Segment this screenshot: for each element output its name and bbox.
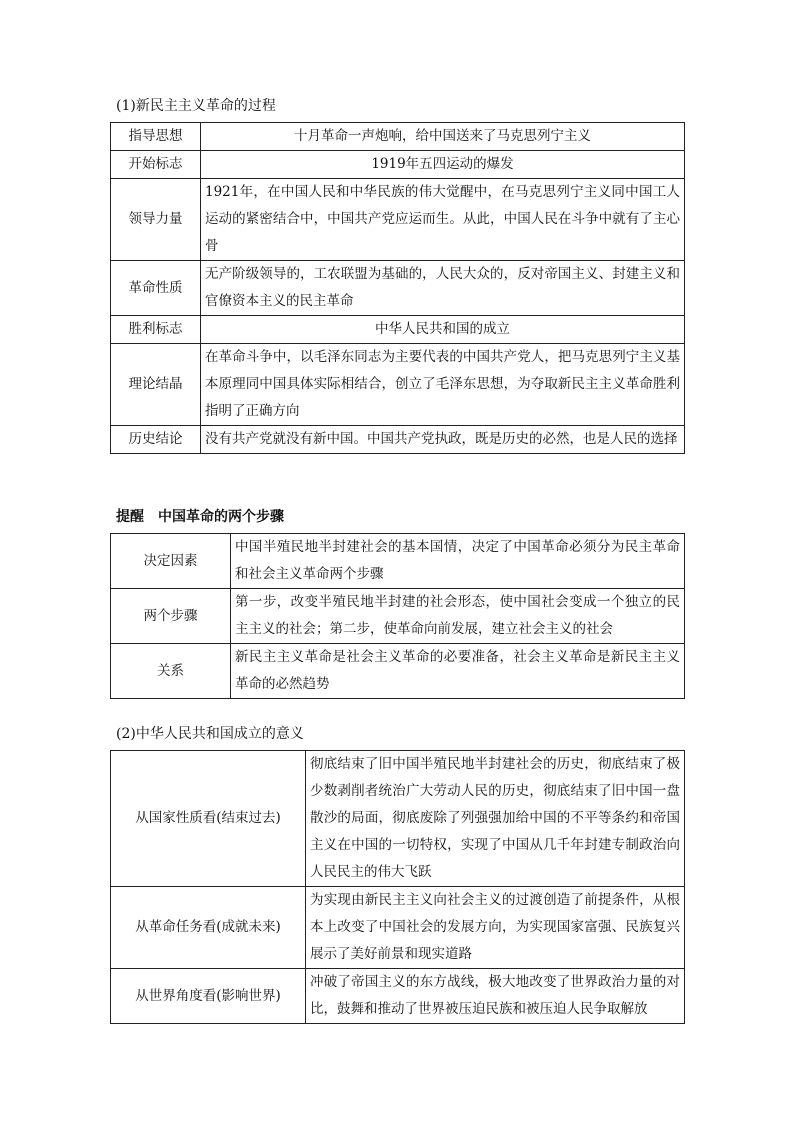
table-row bbox=[111, 534, 685, 589]
row-label: 领导力量 bbox=[111, 179, 201, 261]
row-label: 关系 bbox=[111, 644, 231, 699]
row-content: 为实现由新民主主义向社会主义的过渡创造了前提条件，从根本上改变了中国社会的发展方向，为实现国家富强、民族复兴展示了美好前景和现实道路 bbox=[306, 887, 685, 969]
row-content: 1919年五四运动的爆发 bbox=[201, 151, 685, 179]
row-content: 1921年，在中国人民和中华民族的伟大觉醒中，在马克思列宁主义同中国工人运动的紧密结合中，中国共产党应运而生。从此，中国人民在斗争中就有了主心骨 bbox=[201, 179, 685, 261]
section-heading-revolution-process: (1)新民主主义革命的过程 bbox=[116, 98, 276, 114]
row-label: 从革命任务看(成就未来) bbox=[111, 887, 306, 969]
revolution-process-table bbox=[110, 122, 685, 454]
reminder-tag: 提醒 bbox=[116, 509, 144, 525]
table-row bbox=[111, 589, 685, 644]
table-row bbox=[111, 179, 685, 261]
table-row bbox=[111, 151, 685, 179]
row-content: 中华人民共和国的成立 bbox=[201, 316, 685, 344]
row-content: 十月革命一声炮响，给中国送来了马克思列宁主义 bbox=[201, 123, 685, 151]
row-label: 开始标志 bbox=[111, 151, 201, 179]
row-label: 历史结论 bbox=[111, 426, 201, 454]
table-row bbox=[111, 644, 685, 699]
table-row bbox=[111, 261, 685, 316]
row-content: 中国半殖民地半封建社会的基本国情，决定了中国革命必须分为民主革命和社会主义革命两个步骤 bbox=[231, 534, 685, 589]
row-content: 在革命斗争中，以毛泽东同志为主要代表的中国共产党人，把马克思列宁主义基本原理同中国具体实际相结合，创立了毛泽东思想，为夺取新民主主义革命胜利指明了正确方向 bbox=[201, 344, 685, 426]
reminder-title: 中国革命的两个步骤 bbox=[158, 509, 284, 525]
row-label: 指导思想 bbox=[111, 123, 201, 151]
row-content: 第一步，改变半殖民地半封建的社会形态，使中国社会变成一个独立的民主主义的社会；第二步，使革命向前发展，建立社会主义的社会 bbox=[231, 589, 685, 644]
table-row bbox=[111, 123, 685, 151]
row-label: 从国家性质看(结束过去) bbox=[111, 751, 306, 887]
row-label: 胜利标志 bbox=[111, 316, 201, 344]
table-row bbox=[111, 969, 685, 1024]
two-steps-table bbox=[110, 533, 685, 699]
table-row bbox=[111, 344, 685, 426]
section-heading-prc-significance: (2)中华人民共和国成立的意义 bbox=[116, 726, 304, 742]
row-content: 彻底结束了旧中国半殖民地半封建社会的历史，彻底结束了极少数剥削者统治广大劳动人民的历史，彻底结束了旧中国一盘散沙的局面，彻底废除了列强强加给中国的不平等条约和帝国主义在中国的一切特权，实现了中国从几千年封建专制政治向人民民主的伟大飞跃 bbox=[306, 751, 685, 887]
row-label: 理论结晶 bbox=[111, 344, 201, 426]
row-content: 冲破了帝国主义的东方战线，极大地改变了世界政治力量的对比，鼓舞和推动了世界被压迫民族和被压迫人民争取解放 bbox=[306, 969, 685, 1024]
table-row bbox=[111, 751, 685, 887]
row-label: 革命性质 bbox=[111, 261, 201, 316]
row-content: 新民主主义革命是社会主义革命的必要准备，社会主义革命是新民主主义革命的必然趋势 bbox=[231, 644, 685, 699]
table-row bbox=[111, 426, 685, 454]
reminder-heading bbox=[116, 508, 284, 526]
table-row bbox=[111, 887, 685, 969]
row-label: 决定因素 bbox=[111, 534, 231, 589]
row-label: 从世界角度看(影响世界) bbox=[111, 969, 306, 1024]
row-label: 两个步骤 bbox=[111, 589, 231, 644]
row-content: 无产阶级领导的，工农联盟为基础的，人民大众的，反对帝国主义、封建主义和官僚资本主义的民主革命 bbox=[201, 261, 685, 316]
row-content: 没有共产党就没有新中国。中国共产党执政，既是历史的必然，也是人民的选择 bbox=[201, 426, 685, 454]
prc-significance-table bbox=[110, 750, 685, 1024]
table-row bbox=[111, 316, 685, 344]
